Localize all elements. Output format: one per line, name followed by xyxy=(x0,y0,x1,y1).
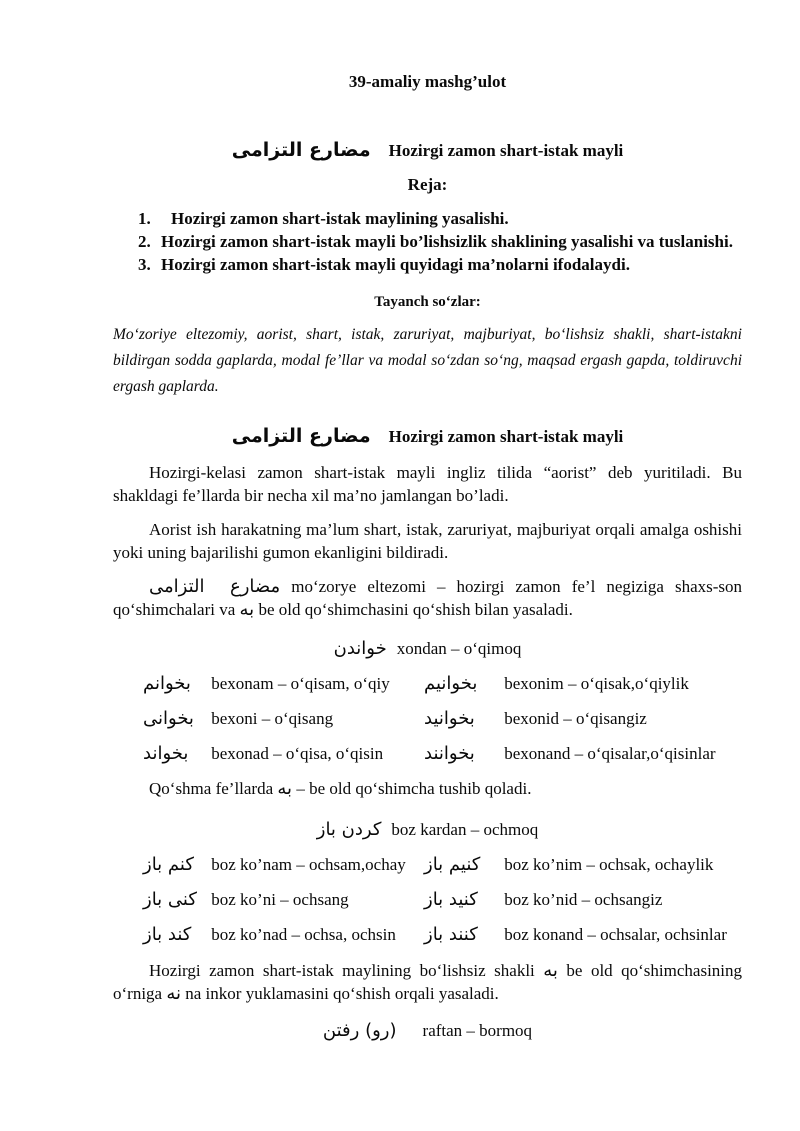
verb-header-raftan xyxy=(113,1018,742,1044)
verb-form-gloss: bexonad – oʻqisa, oʻqisin xyxy=(211,744,384,763)
arabic-verb-form: باز كنيم xyxy=(424,854,481,875)
arabic-word-be: به xyxy=(543,960,558,981)
plan-label: Reja: xyxy=(407,175,448,194)
verb-form-gloss: bexonim – oʻqisak,oʻqiylik xyxy=(504,674,689,693)
paragraph-formation-text: moʻzorye eltezomi – hozirgi zamon fe’l negiziga shaxs-son qoʻshimchalari va xyxy=(113,577,743,619)
verb-form-gloss: bexonand – oʻqisalar,oʻqisinlar xyxy=(504,744,716,763)
arabic-verb-form: باز كنند xyxy=(424,924,478,945)
main-heading-arabic: مضارع التزامى xyxy=(231,139,371,161)
main-heading-latin: Hozirgi zamon shart-istak mayli xyxy=(388,141,624,160)
paragraph-negation-text: be old qoʻshimchasining oʻrniga xyxy=(113,961,743,1003)
conjugation-cell xyxy=(143,706,424,732)
keywords-text: Moʻzoriye eltezomiy, aorist, shart, istak, zaruriyat, majburiyat, boʻlishsiz shakli, shart-istakni bildirgan sodda gaplarda, modal fe’llar va modal soʻzdan soʻng, maqsad ergash gapda, toldiruvchi ergash gaplarda. xyxy=(113,326,742,395)
paragraph-negation-text: Hozirgi zamon shart-istak maylining boʻlishsiz shakli xyxy=(149,961,535,980)
arabic-verb-form: باز كنيد xyxy=(424,889,478,910)
arabic-verb-form: بخوانى xyxy=(143,708,194,729)
arabic-verb-form: بخواند xyxy=(143,743,189,764)
arabic-verb-form: باز كند xyxy=(143,924,192,945)
verb-header-boz-kardan xyxy=(113,817,742,843)
arabic-word-be: به xyxy=(277,778,293,799)
paragraph-intro: Hozirgi-kelasi zamon shart-istak mayli ingliz tilida “aorist” deb yuritiladi. Bu shakldagi fe’llarda bir necha xil ma’no jamlangan bo’ladi. xyxy=(113,463,742,505)
keywords-label: Tayanch soʻzlar: xyxy=(374,294,481,310)
arabic-verb-form: بخوانند xyxy=(424,743,475,764)
paragraph-aorist: Aorist ish harakatning ma’lum shart, istak, zaruriyat, majburiyat orqali amalga oshishi yoki uning bajarilishi gumon ekanligini bildiradi. xyxy=(113,520,742,562)
plan-item-number: 3. xyxy=(138,255,151,274)
conjugation-cell xyxy=(143,922,424,948)
conjugation-row xyxy=(113,922,742,948)
conjugation-row xyxy=(113,706,742,732)
verb-header-boz-kardan-gloss: boz kardan – ochmoq xyxy=(391,820,539,839)
plan-item xyxy=(113,253,742,276)
conjugation-cell xyxy=(424,741,742,767)
conjugation-cell xyxy=(424,706,742,732)
conjugation-cell xyxy=(424,671,742,697)
conjugation-row xyxy=(113,887,742,913)
plan-item-text: Hozirgi zamon shart-istak mayli bo’lishsizlik shaklining yasalishi va tuslanishi. xyxy=(161,232,733,251)
conjugation-cell xyxy=(143,887,424,913)
verb-form-gloss: bexonam – oʻqisam, oʻqiy xyxy=(211,674,390,693)
arabic-word-raftan: رفتن (رو) xyxy=(322,1020,397,1041)
conjugation-cell xyxy=(143,671,424,697)
conjugation-cell xyxy=(143,741,424,767)
verb-form-gloss: boz ko’nim – ochsak, ochaylik xyxy=(504,855,714,874)
paragraph-negation xyxy=(113,960,742,1005)
conjugation-cell xyxy=(424,887,742,913)
arabic-verb-form: بخوانم xyxy=(143,673,191,694)
verb-form-gloss: boz ko’nid – ochsangiz xyxy=(504,890,663,909)
arabic-term: مضارع التزامى xyxy=(149,576,281,597)
section-heading-latin: Hozirgi zamon shart-istak mayli xyxy=(388,427,624,446)
verb-form-gloss: boz ko’ni – ochsang xyxy=(211,890,349,909)
conjugation-row xyxy=(113,741,742,767)
plan-item-text: Hozirgi zamon shart-istak maylining yasalishi. xyxy=(171,209,509,228)
page-title: 39-amaliy mashg’ulot xyxy=(348,72,507,91)
paragraph-formation xyxy=(113,576,742,621)
plan-item-text: Hozirgi zamon shart-istak mayli quyidagi ma’nolarni ifodalaydi. xyxy=(161,255,630,274)
verb-form-gloss: boz ko’nad – ochsa, ochsin xyxy=(211,925,396,944)
arabic-verb-form: باز كنى xyxy=(143,889,197,910)
section-heading xyxy=(113,424,742,450)
compound-verb-note-text: – be old qoʻshimcha tushib qoladi. xyxy=(296,779,532,798)
verb-header-xondan-gloss: xondan – oʻqimoq xyxy=(396,639,522,658)
paragraph-negation-text: na inkor yuklamasini qoʻshish orqali yasaladi. xyxy=(185,983,499,1003)
plan-item xyxy=(113,230,742,253)
section-heading-arabic: مضارع التزامى xyxy=(231,425,371,447)
arabic-word-boz-kardan: باز كردن xyxy=(316,819,382,840)
arabic-verb-form: بخوانيم xyxy=(424,673,478,694)
conjugation-cell xyxy=(143,852,424,878)
plan-item-number: 1. xyxy=(138,209,151,228)
plan-item-number: 2. xyxy=(138,232,151,251)
arabic-verb-form: بخوانيد xyxy=(424,708,475,729)
plan-list xyxy=(113,207,742,276)
verb-form-gloss: boz ko’nam – ochsam,ochay xyxy=(211,855,406,874)
verb-header-raftan-gloss: raftan – bormoq xyxy=(422,1021,533,1040)
plan-item xyxy=(113,207,742,230)
arabic-word-xondan: خواندن xyxy=(333,638,387,659)
conjugation-row xyxy=(113,852,742,878)
compound-verb-note xyxy=(113,776,742,802)
main-heading xyxy=(113,138,742,164)
verb-form-gloss: boz konand – ochsalar, ochsinlar xyxy=(504,925,727,944)
verb-header-xondan xyxy=(113,636,742,662)
arabic-word-be: به xyxy=(239,598,255,620)
paragraph-formation-text: be old qoʻshimchasini qoʻshish bilan yasaladi. xyxy=(258,599,573,619)
arabic-verb-form: باز كنم xyxy=(143,854,194,875)
verb-form-gloss: bexoni – oʻqisang xyxy=(211,709,334,728)
compound-verb-note-text: Qoʻshma fe’llarda xyxy=(149,779,274,798)
conjugation-cell xyxy=(424,922,742,948)
conjugation-cell xyxy=(424,852,742,878)
verb-form-gloss: bexonid – oʻqisangiz xyxy=(504,709,647,728)
conjugation-row xyxy=(113,671,742,697)
arabic-word-na: نه xyxy=(166,982,182,1004)
